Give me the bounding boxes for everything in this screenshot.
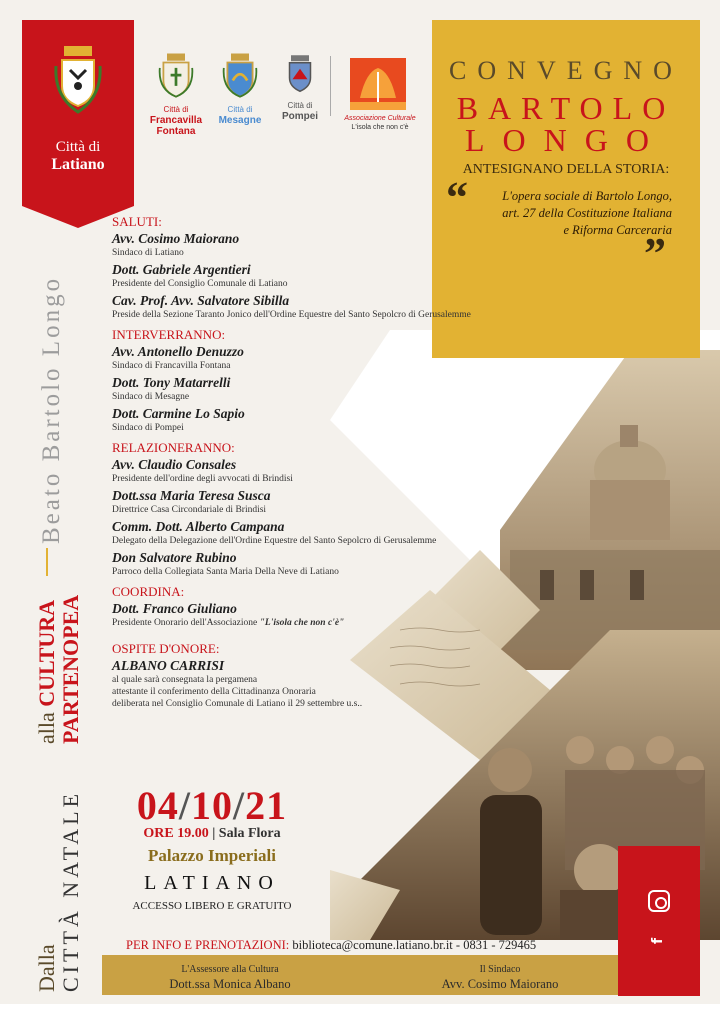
latiano-name-line2: Latiano [51, 156, 105, 173]
pompei-name: Pompei [281, 111, 319, 122]
facebook-icon[interactable]: f [650, 937, 666, 945]
partner-mesagne [212, 52, 268, 126]
signature-left [110, 963, 350, 991]
latiano-name [22, 138, 134, 174]
person-name: Avv. Antonello Denuzzo [112, 344, 244, 359]
person-name: Avv. Claudio Consales [112, 457, 237, 472]
vertical-partenopea: PARTENOPEA [58, 594, 83, 744]
event-date: 04/10/21 [136, 783, 288, 828]
pompei-crest-icon [285, 52, 315, 96]
person-role: Sindaco di Latiano [112, 248, 184, 258]
francavilla-city-label: Città di [163, 105, 189, 114]
event-time-room [112, 826, 312, 842]
signature-right-title: Il Sindaco [479, 964, 521, 975]
person-name: Dott.ssa Maria Teresa Susca [112, 488, 271, 503]
info-label: PER INFO E PRENOTAZIONI: [126, 938, 290, 952]
latiano-banner [22, 20, 134, 206]
person-role: Delegato della Delegazione dell'Ordine Equestre del Santo Sepolcro di Gerusalemme [112, 536, 437, 546]
event-venue: Palazzo Imperiali [148, 846, 276, 865]
vertical-dalla: Dalla [34, 944, 59, 992]
person-role: Sindaco di Pompei [112, 423, 184, 433]
partner-francavilla [146, 52, 206, 137]
person-role [112, 617, 512, 629]
event-month: 10 [191, 783, 233, 828]
person-role: Presidente del Consiglio Comunale di Latiano [112, 279, 288, 289]
vertical-citta: CITTÀ [58, 907, 83, 992]
mesagne-city-label: Città di [227, 105, 253, 114]
title-subtitle: ANTESIGNANO DELLA STORIA: [462, 162, 670, 177]
info-email[interactable]: biblioteca@comune.latiano.br.it [292, 938, 453, 952]
event-day: 04 [136, 783, 179, 828]
association-logo-icon [350, 58, 406, 110]
latiano-crest-icon [52, 46, 104, 118]
title-name-line2: LONGO [465, 122, 667, 158]
quote-line-2: art. 27 della Costituzione Italiana [502, 206, 672, 220]
partner-pompei [276, 52, 324, 122]
guest-line: deliberata nel Consiglio Comunale di Latiano il 29 settembre u.s.. [112, 699, 363, 709]
signature-right [380, 963, 620, 991]
guest-line: al quale sarà consegnata la pergamena [112, 675, 258, 685]
person-role: Preside della Sezione Taranto Jonico dell'Ordine Equestre del Santo Sepolcro di Gerusalemme [112, 310, 471, 320]
person-role: Sindaco di Francavilla Fontana [112, 361, 231, 371]
info-line [126, 938, 536, 953]
logo-divider [330, 56, 331, 116]
person-role-prefix: Presidente Onorario dell'Associazione [112, 618, 260, 628]
person-name: Avv. Cosimo Maiorano [112, 231, 240, 246]
vertical-cultura: CULTURA [34, 599, 59, 707]
francavilla-crest-icon [158, 52, 194, 100]
guest-line: attestante il conferimento della Cittadinanza Onoraria [112, 687, 316, 697]
signature-left-title: L'Assessore alla Cultura [181, 964, 279, 975]
program-list [112, 214, 512, 713]
person-name: Dott. Franco Giuliano [112, 601, 237, 616]
info-separator: - [455, 938, 461, 952]
association-line2: L'isola che non c'è [351, 124, 409, 131]
francavilla-name: Francavilla Fontana [149, 115, 203, 137]
signature-left-name: Dott.ssa Monica Albano [169, 977, 291, 991]
person-role: Presidente dell'ordine degli avvocati di Brindisi [112, 474, 293, 484]
event-room: | Sala Flora [212, 826, 281, 841]
section-interverranno: INTERVERRANNO: [112, 327, 226, 342]
quote-open-icon: “ [446, 173, 468, 222]
beato-divider [46, 548, 48, 576]
mesagne-name: Mesagne [218, 115, 262, 126]
event-access: ACCESSO LIBERO E GRATUITO [132, 900, 292, 912]
vertical-citta-natale [58, 790, 84, 992]
convegno-label: CONVEGNO [449, 56, 683, 85]
quote-line-3: e Riforma Carceraria [563, 223, 672, 237]
person-name: Dott. Tony Matarrelli [112, 375, 231, 390]
vertical-alla-line [34, 600, 60, 744]
quote-close-icon: ” [644, 229, 666, 278]
section-ospite: OSPITE D'ONORE: [112, 641, 220, 656]
latiano-name-line1: Città di [55, 139, 101, 155]
quote-line-1: L'opera sociale di Bartolo Longo, [502, 189, 672, 203]
person-name: Comm. Dott. Alberto Campana [112, 519, 285, 534]
person-name: Dott. Carmine Lo Sapio [112, 406, 245, 421]
instagram-icon[interactable] [648, 890, 670, 912]
section-saluti: SALUTI: [112, 214, 162, 229]
vertical-natale: NATALE [58, 789, 83, 898]
person-role-emphasis: "L'isola che non c'è" [259, 618, 345, 628]
person-name: Don Salvatore Rubino [112, 550, 237, 565]
section-relazioneranno: RELAZIONERANNO: [112, 440, 235, 455]
bottom-margin [0, 1004, 720, 1018]
guest-name: ALBANO CARRISI [112, 658, 225, 673]
person-name: Cav. Prof. Avv. Salvatore Sibilla [112, 293, 290, 308]
association-line1: Associazione Culturale [344, 115, 416, 122]
title-name-line1: BARTOLO [456, 90, 676, 126]
section-coordina: COORDINA: [112, 584, 185, 599]
person-role: Parroco della Collegiata Santa Maria Della Neve di Latiano [112, 567, 339, 577]
person-name: Dott. Gabriele Argentieri [112, 262, 251, 277]
person-role: Sindaco di Mesagne [112, 392, 190, 402]
association-name [335, 114, 425, 132]
vertical-alla: alla [34, 712, 59, 744]
mesagne-crest-icon [222, 52, 258, 100]
person-role: Direttrice Casa Circondariale di Brindisi [112, 505, 267, 515]
event-year: 21 [245, 783, 288, 828]
pompei-city-label: Città di [287, 101, 313, 110]
event-city: LATIANO [144, 872, 280, 894]
social-bar [618, 846, 700, 996]
info-phone[interactable]: 0831 - 729465 [463, 938, 537, 952]
vertical-beato: Beato Bartolo Longo [38, 275, 65, 544]
event-time: ORE 19.00 [143, 826, 209, 841]
signature-right-name: Avv. Cosimo Maiorano [441, 977, 559, 991]
